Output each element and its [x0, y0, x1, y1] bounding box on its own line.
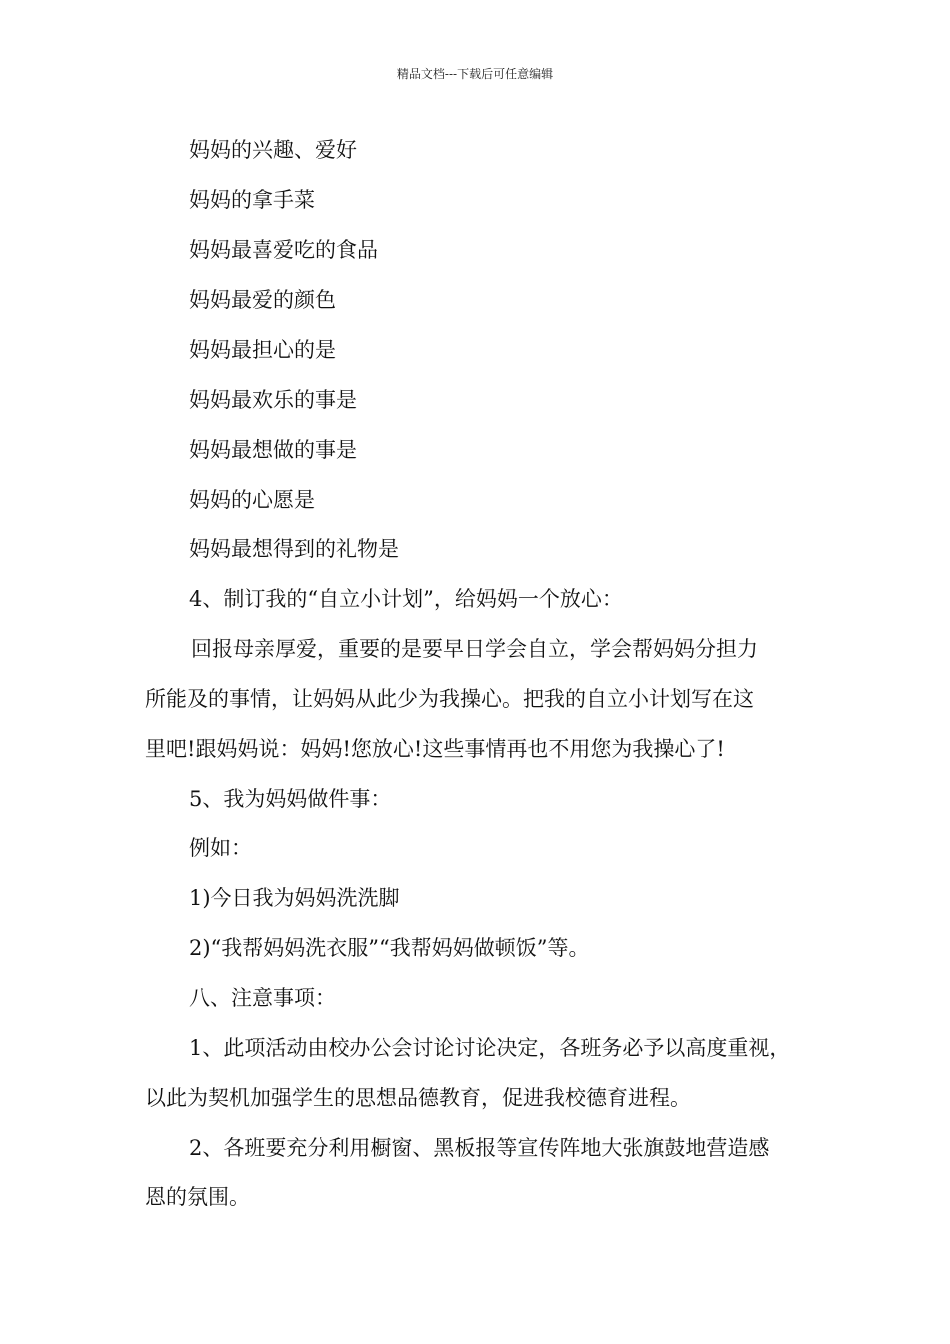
line-mom-interests: 妈妈的兴趣、爱好 [189, 138, 357, 162]
example-item: 1)今日我为妈妈洗洗脚 [189, 886, 400, 910]
line-mom-wish: 妈妈的心愿是 [189, 488, 315, 512]
example-label: 例如： [189, 836, 252, 860]
paragraph-line: 恩的氛围。 [145, 1185, 250, 1209]
page-header: 精品文档---下载后可任意编辑 [396, 67, 554, 81]
section-heading-notes: 八、注意事项： [189, 986, 336, 1010]
line-mom-desired-gift: 妈妈最想得到的礼物是 [189, 537, 399, 561]
line-mom-worries: 妈妈最担心的是 [189, 338, 336, 362]
line-mom-wants-to-do: 妈妈最想做的事是 [189, 438, 357, 462]
line-mom-happiest: 妈妈最欢乐的事是 [189, 388, 357, 412]
paragraph-line: 回报母亲厚爱，重要的是要早日学会自立，学会帮妈妈分担力 [191, 637, 758, 661]
paragraph-line: 所能及的事情，让妈妈从此少为我操心。把我的自立小计划写在这 [145, 687, 754, 711]
paragraph-line: 1、此项活动由校办公会讨论讨论决定，各班务必予以高度重视， [189, 1036, 791, 1060]
paragraph-line: 2、各班要充分利用橱窗、黑板报等宣传阵地大张旗鼓地营造感 [189, 1136, 770, 1160]
section-heading-4: 4、制订我的“自立小计划”，给妈妈一个放心： [189, 587, 623, 611]
line-mom-specialty-dish: 妈妈的拿手菜 [189, 188, 315, 212]
example-item: 2)“我帮妈妈洗衣服”“我帮妈妈做顿饭”等。 [189, 936, 590, 960]
paragraph-line: 里吧!跟妈妈说：妈妈!您放心!这些事情再也不用您为我操心了! [145, 737, 725, 761]
line-mom-favorite-food: 妈妈最喜爱吃的食品 [189, 238, 378, 262]
section-heading-5: 5、我为妈妈做件事： [189, 787, 392, 811]
line-mom-favorite-color: 妈妈最爱的颜色 [189, 288, 336, 312]
paragraph-line: 以此为契机加强学生的思想品德教育，促进我校德育进程。 [145, 1086, 691, 1110]
